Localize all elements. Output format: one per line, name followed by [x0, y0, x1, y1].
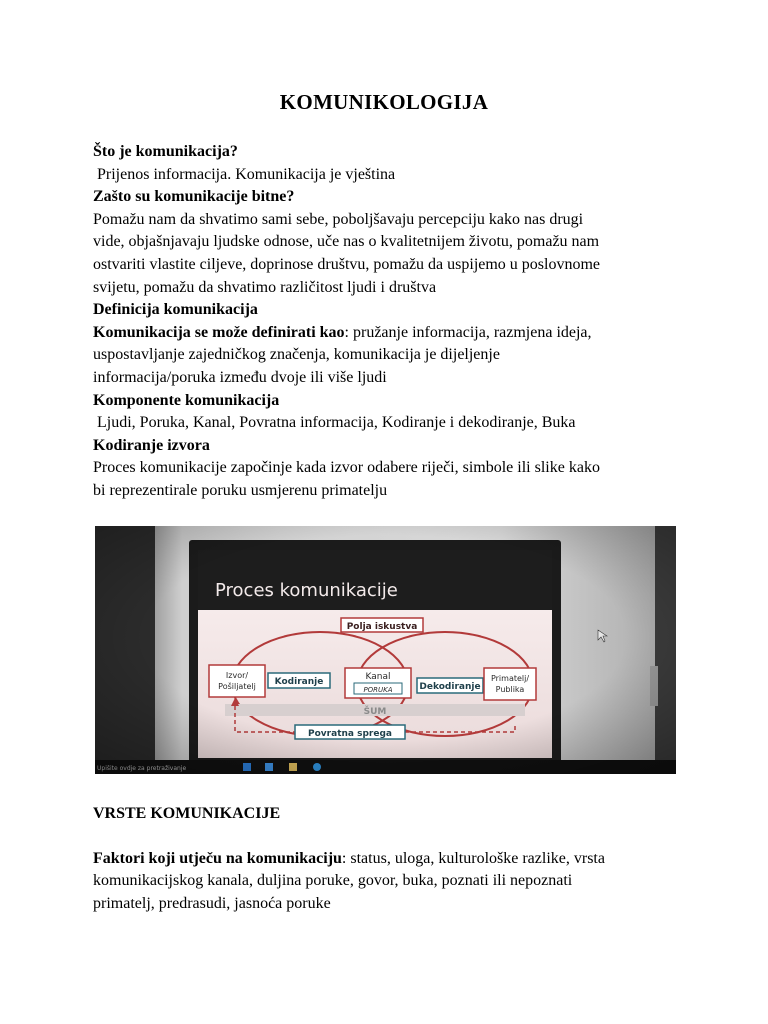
definition-line-2: uspostavljanje zajedničkog značenja, komunikacija je dijeljenje	[93, 346, 500, 364]
heading-definicija: Definicija komunikacija	[93, 301, 258, 319]
photo-svg	[95, 526, 676, 774]
paragraph-line: Pomažu nam da shvatimo sami sebe, poboljšavaju percepciju kako nas drugi	[93, 210, 584, 228]
photo-vignette	[95, 526, 676, 774]
document-title: KOMUNIKOLOGIJA	[279, 90, 489, 114]
heading-vrste-komunikacije: VRSTE KOMUNIKACIJE	[93, 805, 281, 822]
coding-line-2: bi reprezentirale poruku usmjerenu primatelju	[93, 481, 388, 499]
paragraph-line: vide, objašnjavaju ljudske odnose, uče nas o kvalitetnijem životu, pomažu nam	[93, 233, 600, 251]
heading-sto-je-komunikacija: Što je komunikacija?	[93, 143, 238, 160]
definition-rest: : pružanje informacija, razmjena ideja,	[344, 323, 592, 341]
definition-lead: Komunikacija se može definirati kao	[93, 323, 345, 341]
paragraph-line: ostvariti vlastite ciljeve, doprinose društvu, pomažu da uspijemo u poslovnome	[93, 255, 601, 273]
heading-kodiranje-izvora: Kodiranje izvora	[93, 436, 210, 454]
vrste-section	[93, 803, 693, 915]
answer-sto-je-komunikacija: Prijenos informacija. Komunikacija je vještina	[97, 165, 396, 183]
coding-line-1: Proces komunikacije započinje kada izvor odabere riječi, simbole ili slike kako	[93, 459, 600, 477]
faktori-rest: : status, uloga, kulturološke razlike, vrsta	[341, 849, 605, 867]
heading-komponente: Komponente komunikacija	[93, 391, 280, 409]
faktori-line-3: primatelj, predrasudi, jasnoća poruke	[93, 894, 331, 912]
photo-proces-komunikacije	[95, 526, 676, 774]
faktori-line-2: komunikacijskog kanala, duljina poruke, govor, buka, poznati ili nepoznati	[93, 872, 573, 890]
faktori-lead: Faktori koji utječu na komunikaciju	[93, 849, 342, 867]
heading-zasto-bitne: Zašto su komunikacije bitne?	[93, 188, 295, 206]
intro-section	[93, 141, 693, 503]
definition-line-1	[93, 322, 693, 345]
definition-line-3: informacija/poruka između dvoje ili više ljudi	[93, 368, 387, 386]
paragraph-line: svijetu, pomažu da shvatimo različitost ljudi i društva	[93, 278, 437, 296]
components-list: Ljudi, Poruka, Kanal, Povratna informacija, Kodiranje i dekodiranje, Buka	[97, 414, 576, 432]
faktori-line-1	[93, 848, 693, 871]
